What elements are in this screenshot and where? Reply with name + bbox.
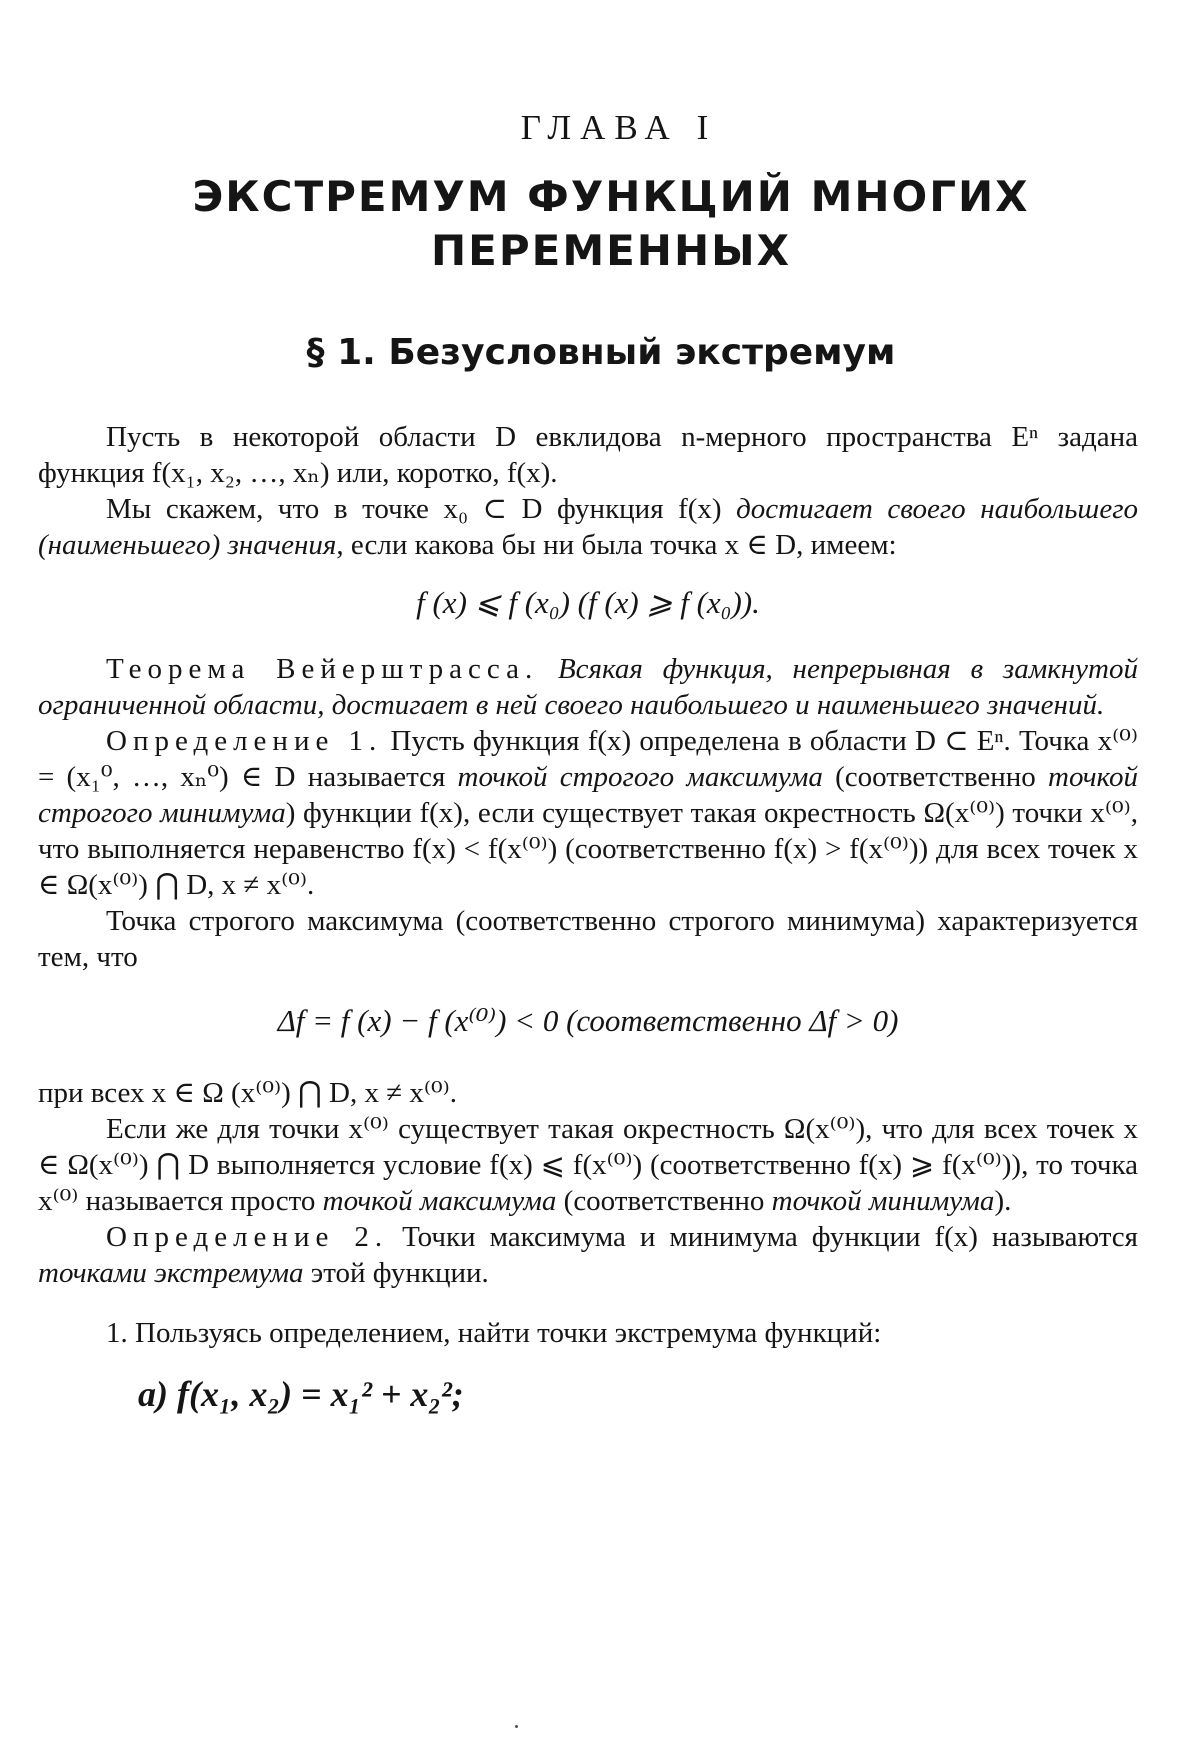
chapter-title-line1: ЭКСТРЕМУМ ФУНКЦИЙ МНОГИХ [192, 172, 1030, 221]
definition-2-text-a: Точки максимума и минимума функции f(x) называются [388, 1221, 1138, 1253]
p5-emphasis-2: точкой минимума [771, 1185, 995, 1217]
theorem-text: Всякая функция, непрерывная в замкнутой ограниченной области, достигает в ней своего наибольшего и наименьшего значений. [38, 653, 1138, 721]
theorem-label: Теорема Вейерштрасса. [106, 653, 539, 685]
definition-1-text-b: (соответственно [822, 761, 1048, 793]
p5-text-b: (соответственно [556, 1185, 772, 1217]
p2-text-b: , если какова бы ни была точка x ∈ D, имеем: [336, 529, 897, 561]
formula-delta: Δf = f (x) − f (x⁽⁰⁾) < 0 (соответственно Δf > 0) [277, 1003, 899, 1038]
definition-1-emphasis-2: точкой строгого минимума [38, 761, 1138, 829]
chapter-title-line2: ПЕРЕМЕННЫХ [431, 226, 791, 275]
formula-inequality: f (x) ⩽ f (x₀) (f (x) ⩾ f (x₀)). [416, 585, 760, 620]
p5-emphasis-1: точкой максимума [322, 1185, 557, 1217]
section-heading: § 1. Безусловный экстремум [306, 332, 896, 373]
definition-1 [38, 723, 1138, 903]
exercise-1: 1. Пользуясь определением, найти точки экстремума функций: [106, 1317, 882, 1349]
p5-text-a: Если же для точки x⁽⁰⁾ существует такая окрестность Ω(x⁽⁰⁾), что для всех точек x ∈ Ω(x⁽⁰⁾) ⋂ D выполняется условие f(x) ⩽ f(x⁽⁰⁾) (соответственно f(x) ⩾ f(x⁽⁰⁾)), то точка x⁽⁰⁾ называется просто [38, 1113, 1138, 1217]
definition-1-emphasis-1: точкой строгого максимума [457, 761, 823, 793]
definition-1-text-c: ) функции f(x), если существует такая окрестность Ω(x⁽⁰⁾) точки x⁽⁰⁾, что выполняется неравенство f(x) < f(x⁽⁰⁾) (соответственно f(x) > f(x⁽⁰⁾)) для всех точек x ∈ Ω(x⁽⁰⁾) ⋂ D, x ≠ x⁽⁰⁾. [38, 797, 1138, 901]
p2-text-a: Мы скажем, что в точке x₀ ⊂ D функция f(x) [106, 493, 737, 525]
paragraph-extremum-definition [38, 491, 1138, 563]
spacer [38, 1291, 1138, 1315]
definition-1-label: Определение 1. [106, 725, 383, 757]
chapter-title [84, 170, 1138, 278]
definition-2-label: Определение 2. [106, 1221, 389, 1253]
theorem-weierstrass [38, 651, 1138, 723]
paragraph-max-point [38, 1111, 1138, 1219]
paragraph-for-all: при всех x ∈ Ω (x⁽⁰⁾) ⋂ D, x ≠ x⁽⁰⁾. [38, 1077, 457, 1109]
p5-text-c: ). [994, 1185, 1012, 1217]
paragraph-domain: Пусть в некоторой области D евклидова n-мерного пространства Eⁿ задана функция f(x₁, x₂, …, xₙ) или, коротко, f(x). [38, 421, 1138, 489]
definition-2-emphasis: точками экстремума [38, 1257, 304, 1289]
chapter-heading: ГЛАВА I [520, 108, 718, 147]
print-speck [515, 1725, 518, 1728]
definition-2-text-b: этой функции. [303, 1257, 489, 1289]
p2-emphasis: достигает своего наибольшего (наименьшего) значения [38, 493, 1139, 561]
definition-2 [38, 1219, 1138, 1291]
definition-1-text-a: Пусть функция f(x) определена в области D ⊂ Eⁿ. Точка x⁽⁰⁾ = (x₁⁰, …, xₙ⁰) ∈ D называется [38, 725, 1138, 793]
exercise-1a: а) f(x₁, x₂) = x₁² + x₂²; [138, 1374, 464, 1414]
paragraph-strict-max: Точка строгого максимума (соответственно строгого минимума) характеризуется тем, что [38, 905, 1138, 973]
